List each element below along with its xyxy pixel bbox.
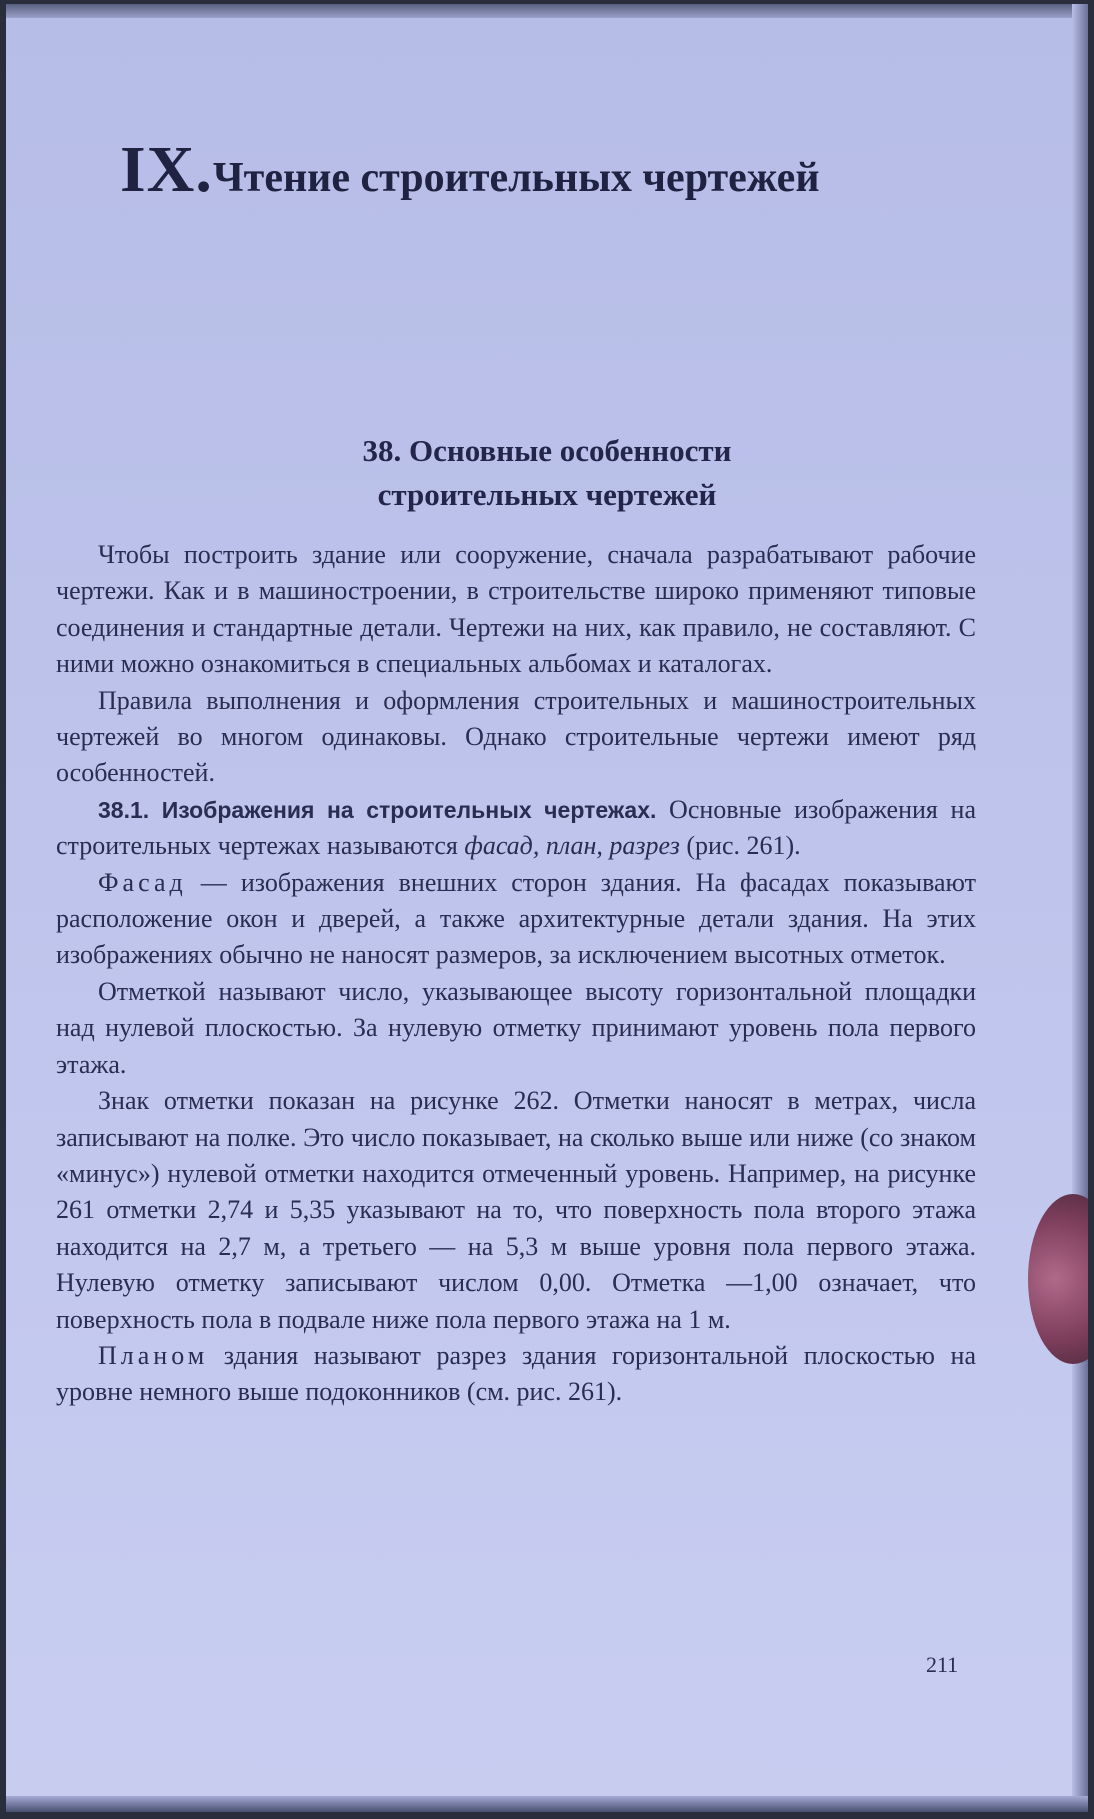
subsection-heading: 38.1. Изображения на строительных чертежах. — [98, 796, 657, 823]
thumb-image — [1028, 1194, 1088, 1364]
chapter-title — [120, 132, 820, 208]
plan-term: Планом — [98, 1340, 209, 1370]
paragraph-4 — [56, 865, 976, 974]
paragraph-7 — [56, 1338, 976, 1411]
section-title-line2: строительных чертежей — [377, 477, 717, 512]
paragraph-7-text: здания называют разрез здания горизонтальной плоскостью на уровне немного выше подоконников (см. рис. 261). — [56, 1340, 976, 1407]
page-right-edge — [1072, 4, 1088, 1812]
section-title — [6, 429, 1088, 517]
paragraph-3-text: Основные изображения на строительных чертежах называются — [56, 794, 976, 861]
paragraph-4-text: — изображения внешних сторон здания. На фасадах показывают расположение окон и дверей, а также архитектурные детали здания. На этих изображениях обычно не наносят размеров, за исключением высотных отметок. — [56, 867, 976, 970]
paragraph-5: Отметкой называют число, указывающее высоту горизонтальной площадки над нулевой плоскостью. За нулевую отметку принимают уровень пола первого этажа. — [56, 976, 976, 1079]
body-text — [56, 537, 976, 1411]
paragraph-6: Знак отметки показан на рисунке 262. Отметки наносят в метрах, числа записывают на полке. Это число показывает, на сколько выше или ниже (со знаком «минус») нулевой отметки находится отмеченный уровень. Например, на рисунке 261 отметки 2,74 и 5,35 указывают на то, что поверхность пола второго этажа находится на 2,7 м, а третьего — на 5,3 м выше уровня пола первого этажа. Нулевую отметку записывают числом 0,00. Отметка —1,00 означает, что поверхность пола в подвале ниже пола первого этажа на 1 м. — [56, 1086, 976, 1334]
paragraph-3-terms: фасад, план, разрез — [464, 831, 680, 861]
chapter-number: IX. — [120, 133, 213, 206]
page-number: 211 — [926, 1652, 959, 1677]
book-page — [6, 4, 1088, 1812]
section-title-line1: 38. Основные особенности — [362, 433, 732, 468]
page-bottom-edge — [6, 1796, 1088, 1812]
page-top-edge — [6, 4, 1088, 18]
facade-term: Фасад — [98, 867, 187, 897]
paragraph-3-ref: (рис. 261). — [686, 831, 801, 861]
chapter-title-text: Чтение строительных чертежей — [212, 155, 820, 201]
paragraph-1: Чтобы построить здание или сооружение, сначала разрабатывают рабочие чертежи. Как и в машиностроении, в строительстве широко применяют типовые соединения и стандартные детали. Чертежи на них, как правило, не составляют. С ними можно ознакомиться в специальных альбомах и каталогах. — [56, 540, 976, 679]
paragraph-3 — [56, 792, 976, 865]
paragraph-2: Правила выполнения и оформления строительных и машиностроительных чертежей во многом одинаковы. Однако строительные чертежи имеют ряд особенностей. — [56, 685, 976, 788]
